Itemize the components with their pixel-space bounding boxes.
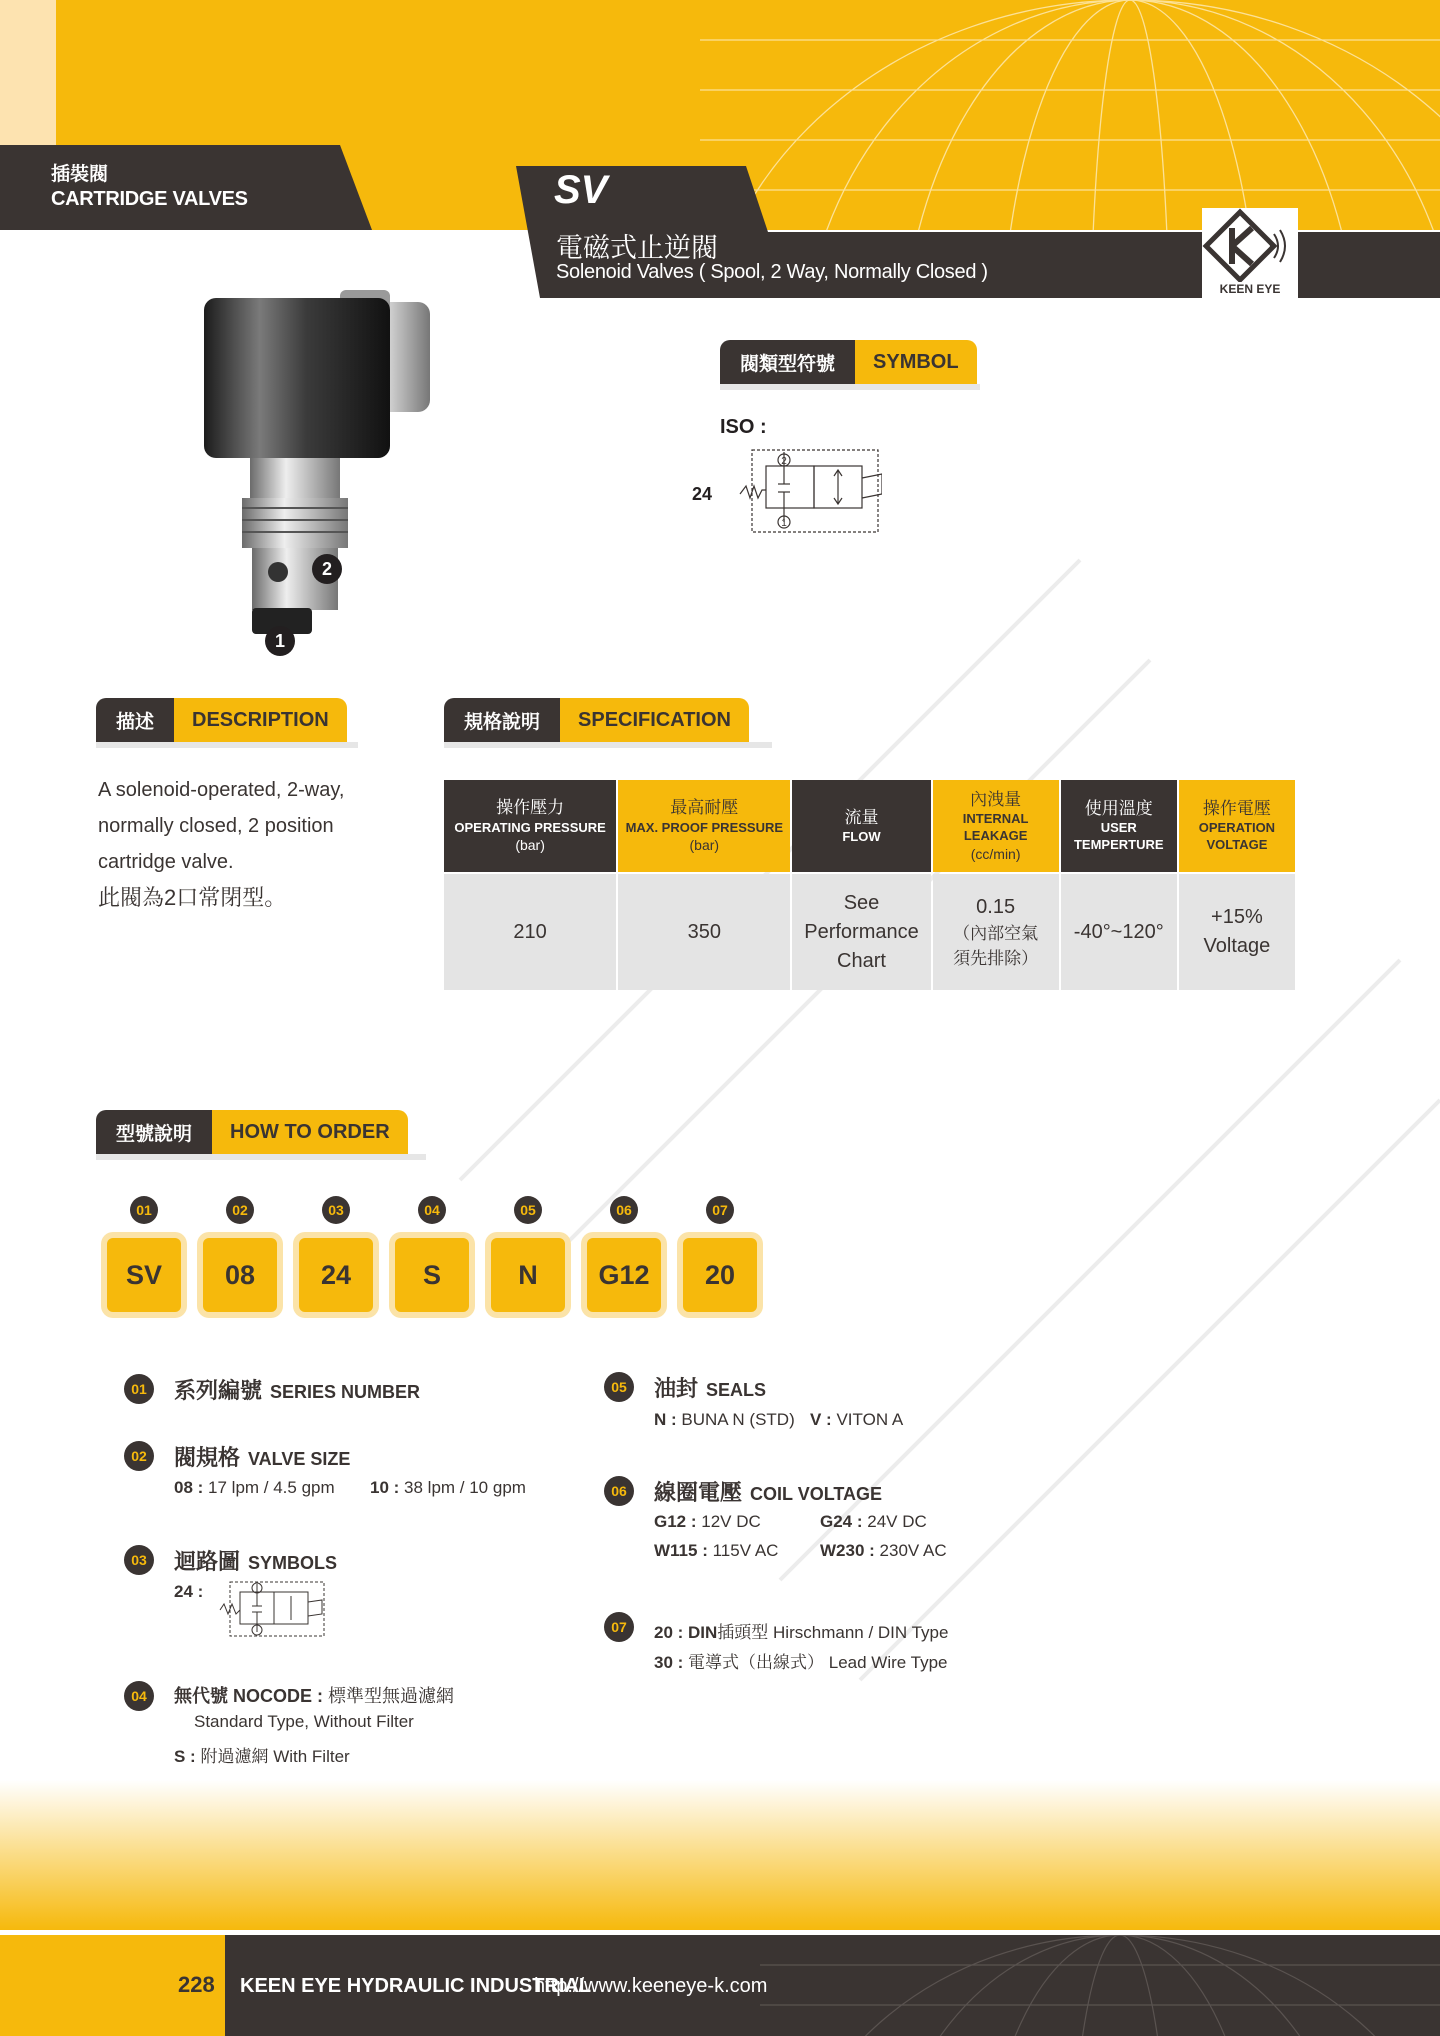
legend-coil-option: W115 : 115V AC — [654, 1541, 779, 1560]
order-code-box: S — [395, 1238, 469, 1312]
description-text — [98, 772, 344, 916]
legend-series-title: 系列編號 SERIES NUMBER — [174, 1378, 421, 1403]
tab-shadow — [444, 742, 772, 748]
order-position-number: 03 — [322, 1196, 350, 1224]
order-code-box: SV — [107, 1238, 181, 1312]
port-1-marker: 1 — [265, 626, 295, 656]
legend-filter-line: Standard Type, Without Filter — [194, 1712, 414, 1731]
legend-number: 07 — [604, 1612, 634, 1642]
legend-number: 01 — [124, 1374, 154, 1404]
legend-size-option: 08 : 17 lpm / 4.5 gpm — [174, 1478, 335, 1497]
symbol-code: 24 — [692, 484, 713, 504]
spec-value-flow: See Performance Chart — [792, 874, 930, 990]
description-line: 此閥為2口常閉型。 — [98, 885, 287, 910]
order-code-box: 24 — [299, 1238, 373, 1312]
legend-wire-option: 30 : 電導式（出線式） Lead Wire Type — [654, 1653, 948, 1672]
category-title-zh: 插裝閥 — [51, 164, 109, 185]
spec-header-row — [444, 780, 1295, 872]
order-position-number: 01 — [130, 1196, 158, 1224]
spec-value-operating-pressure: 210 — [444, 874, 616, 990]
order-position-number: 06 — [610, 1196, 638, 1224]
legend-number: 06 — [604, 1476, 634, 1506]
iso-label: ISO : — [720, 416, 767, 438]
legend-seals-option: N : BUNA N (STD) — [654, 1410, 795, 1429]
bottom-gradient — [0, 1780, 1440, 1930]
spec-value-user-temperature: -40°~120° — [1061, 874, 1177, 990]
legend-size-option: 10 : 38 lpm / 10 gpm — [370, 1478, 526, 1497]
description-line: normally closed, 2 position — [98, 815, 334, 837]
spec-value-row — [444, 874, 1295, 990]
model-code: SV — [554, 168, 608, 212]
legend-number: 02 — [124, 1441, 154, 1471]
footer-globe-decoration — [760, 1935, 1440, 2036]
legend-number: 04 — [124, 1681, 154, 1711]
tab-shadow — [96, 1154, 426, 1160]
symbol-tab — [720, 340, 977, 384]
company-name: KEEN EYE HYDRAULIC INDUSTRIAL — [240, 1975, 592, 1997]
keen-eye-logo-icon — [1202, 208, 1298, 282]
legend-coil-title: 線圈電壓 COIL VOLTAGE — [654, 1480, 883, 1505]
spec-header-internal-leakage: 內洩量 INTERNAL LEAKAGE (cc/min) — [933, 780, 1059, 872]
spec-value-internal-leakage: 0.15 （內部空氣 須先排除） — [933, 874, 1059, 990]
legend-number: 03 — [124, 1545, 154, 1575]
specification-tab — [444, 698, 749, 742]
specification-table — [442, 778, 1297, 992]
symbol-port-top: 2 — [781, 456, 787, 467]
symbol-tab-en: SYMBOL — [855, 340, 977, 384]
product-title-en: Solenoid Valves ( Spool, 2 Way, Normally Closed ) — [556, 261, 988, 283]
description-line: cartridge valve. — [98, 851, 234, 873]
tab-shadow — [96, 742, 358, 748]
tab-shadow — [720, 384, 980, 390]
legend-wire-option: 20 : DIN插頭型 Hirschmann / DIN Type — [654, 1623, 949, 1642]
port-2-marker: 2 — [312, 554, 342, 584]
legend-symbols-title: 迴路圖 SYMBOLS — [174, 1549, 338, 1574]
product-title-zh: 電磁式止逆閥 — [556, 233, 718, 263]
spec-header-flow: 流量 FLOW — [792, 780, 930, 872]
description-tab — [96, 698, 347, 742]
order-code-box: G12 — [587, 1238, 661, 1312]
globe-wireframe-decoration — [700, 0, 1440, 230]
category-title-en: CARTRIDGE VALVES — [51, 188, 248, 210]
small-valve-symbol — [210, 1580, 326, 1638]
legend-number: 05 — [604, 1372, 634, 1402]
spec-header-max-proof-pressure: 最高耐壓 MAX. PROOF PRESSURE (bar) — [618, 780, 790, 872]
order-code-box: 08 — [203, 1238, 277, 1312]
order-code-box: N — [491, 1238, 565, 1312]
logo-text: KEEN EYE — [1219, 282, 1281, 296]
legend-coil-option: W230 : 230V AC — [820, 1541, 947, 1560]
description-tab-zh: 描述 — [96, 698, 174, 742]
legend-coil-option: G24 : 24V DC — [820, 1512, 927, 1531]
symbol-tab-zh: 閥類型符號 — [720, 340, 855, 384]
company-website-link[interactable]: http://www.keeneye-k.com — [534, 1975, 768, 1997]
specification-tab-zh: 規格說明 — [444, 698, 560, 742]
legend-seals-option: V : VITON A — [810, 1410, 904, 1429]
banner-accent-strip — [0, 0, 56, 145]
order-position-number: 07 — [706, 1196, 734, 1224]
legend-filter-title: 無代號 NOCODE : 標準型無過濾網 — [174, 1686, 455, 1706]
spec-header-operating-pressure: 操作壓力 OPERATING PRESSURE (bar) — [444, 780, 616, 872]
specification-tab-en: SPECIFICATION — [560, 698, 749, 742]
order-position-number: 04 — [418, 1196, 446, 1224]
order-tab-en: HOW TO ORDER — [212, 1110, 408, 1154]
legend-seals-title: 油封 SEALS — [654, 1376, 767, 1401]
page-number: 228 — [178, 1972, 215, 1997]
legend-size-title: 閥規格 VALVE SIZE — [174, 1445, 351, 1470]
description-tab-en: DESCRIPTION — [174, 698, 347, 742]
order-position-number: 05 — [514, 1196, 542, 1224]
spec-value-operation-voltage: +15% Voltage — [1179, 874, 1295, 990]
spec-header-operation-voltage: 操作電壓 OPERATION VOLTAGE — [1179, 780, 1295, 872]
spec-value-max-proof-pressure: 350 — [618, 874, 790, 990]
legend-filter-option: S : 附過濾網 With Filter — [174, 1747, 350, 1766]
how-to-order-tab — [96, 1110, 408, 1154]
legend-coil-option: G12 : 12V DC — [654, 1512, 761, 1531]
order-code-box: 20 — [683, 1238, 757, 1312]
legend-symbols-code: 24 : — [174, 1582, 204, 1601]
spec-header-user-temperature: 使用溫度 USER TEMPERTURE — [1061, 780, 1177, 872]
order-tab-zh: 型號說明 — [96, 1110, 212, 1154]
description-line: A solenoid-operated, 2-way, — [98, 779, 345, 801]
order-position-number: 02 — [226, 1196, 254, 1224]
symbol-port-bottom: 1 — [781, 518, 787, 529]
